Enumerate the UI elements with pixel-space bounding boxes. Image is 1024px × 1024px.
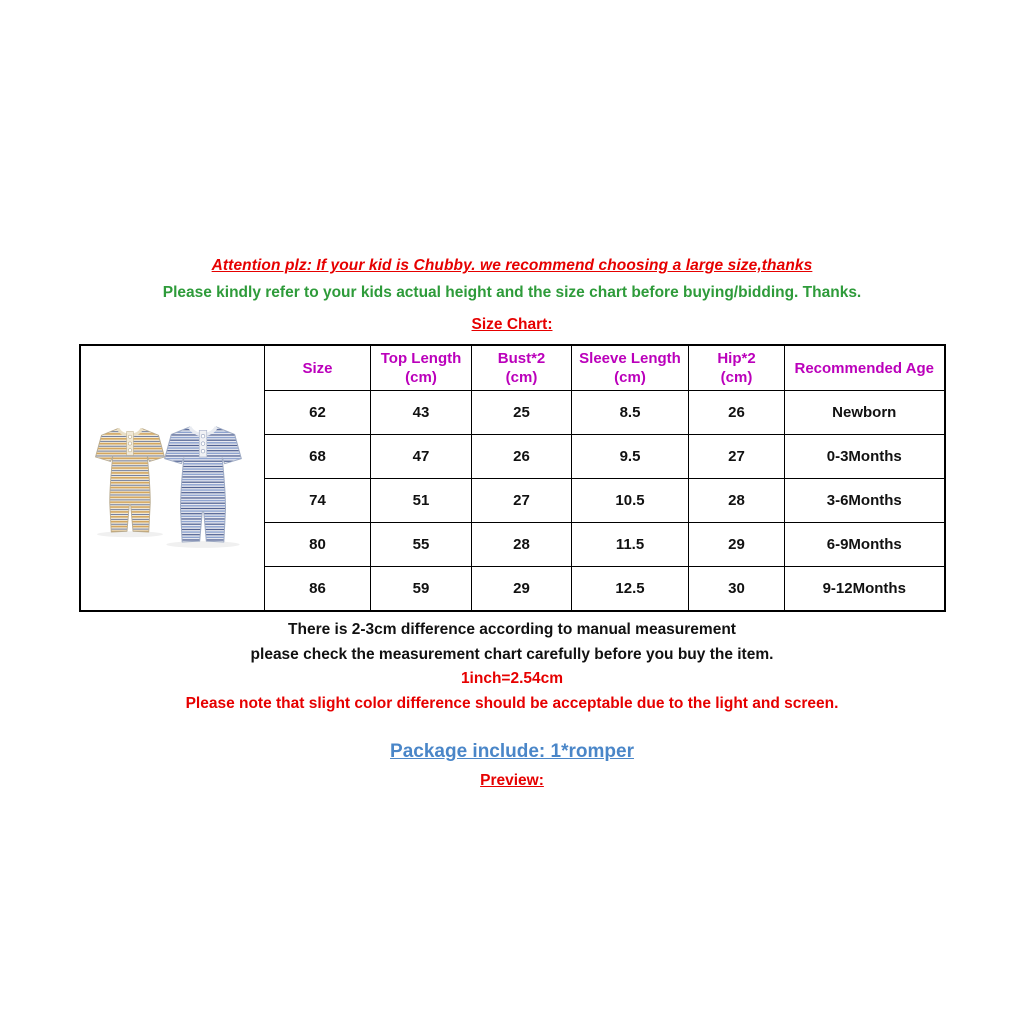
product-image-cell — [80, 345, 265, 611]
cell-recommended-age: 9-12Months — [785, 567, 945, 612]
column-unit: (cm) — [614, 369, 646, 386]
striped-romper-blue-image — [153, 407, 253, 557]
cell-top-length: 55 — [371, 523, 472, 567]
size-chart-heading: Size Chart: — [471, 316, 553, 333]
cell-sleeve-length: 11.5 — [572, 523, 689, 567]
column-unit: (cm) — [405, 369, 437, 386]
cell-recommended-age: 6-9Months — [785, 523, 945, 567]
column-title: Recommended Age — [794, 359, 934, 377]
measurement-note: please check the measurement chart carefully before you buy the item. — [250, 645, 774, 663]
package-include-heading: Package include: 1*romper — [390, 741, 634, 762]
cell-top-length: 51 — [371, 479, 472, 523]
cell-sleeve-length: 9.5 — [572, 435, 689, 479]
cell-top-length: 43 — [371, 391, 472, 435]
column-header-top-length — [371, 345, 472, 391]
cell-bust: 25 — [472, 391, 572, 435]
column-unit: (cm) — [505, 369, 538, 386]
cell-hip: 26 — [689, 391, 785, 435]
cell-hip: 30 — [689, 567, 785, 612]
column-title: Sleeve Length — [579, 350, 681, 367]
cell-bust: 27 — [472, 479, 572, 523]
color-difference-note: Please note that slight color difference should be acceptable due to the light and screen. — [185, 694, 839, 712]
column-header-hip — [689, 345, 785, 391]
kindly-refer-notice: Please kindly refer to your kids actual height and the size chart before buying/bidding. Thanks. — [162, 284, 862, 301]
measurement-notes — [0, 618, 1024, 716]
cell-size: 62 — [265, 391, 371, 435]
cell-sleeve-length: 10.5 — [572, 479, 689, 523]
size-chart-table — [79, 344, 946, 612]
cell-recommended-age: Newborn — [785, 391, 945, 435]
column-header-sleeve-length — [572, 345, 689, 391]
column-header-size — [265, 345, 371, 391]
cell-bust: 28 — [472, 523, 572, 567]
cell-size: 86 — [265, 567, 371, 612]
cell-recommended-age: 3-6Months — [785, 479, 945, 523]
column-title: Bust*2 — [497, 350, 546, 367]
column-header-recommended-age — [785, 345, 945, 391]
table-header-row — [80, 345, 945, 391]
cell-sleeve-length: 12.5 — [572, 567, 689, 612]
cell-size: 68 — [265, 435, 371, 479]
cell-hip: 27 — [689, 435, 785, 479]
measurement-note: There is 2-3cm difference according to manual measurement — [288, 621, 736, 638]
preview-heading: Preview: — [480, 772, 544, 789]
cell-top-length: 47 — [371, 435, 472, 479]
column-title: Size — [302, 359, 333, 377]
cell-bust: 26 — [472, 435, 572, 479]
cell-size: 80 — [265, 523, 371, 567]
cell-sleeve-length: 8.5 — [572, 391, 689, 435]
content-stack — [0, 257, 1024, 790]
column-title: Hip*2 — [717, 350, 756, 367]
cell-recommended-age: 0-3Months — [785, 435, 945, 479]
attention-notice: Attention plz: If your kid is Chubby. we recommend choosing a large size,thanks — [211, 257, 813, 274]
inch-conversion-note: 1inch=2.54cm — [460, 670, 564, 687]
cell-top-length: 59 — [371, 567, 472, 612]
column-header-bust — [472, 345, 572, 391]
cell-bust: 29 — [472, 567, 572, 612]
column-title: Top Length — [380, 350, 462, 367]
cell-size: 74 — [265, 479, 371, 523]
cell-hip: 29 — [689, 523, 785, 567]
cell-hip: 28 — [689, 479, 785, 523]
column-unit: (cm) — [720, 369, 753, 386]
